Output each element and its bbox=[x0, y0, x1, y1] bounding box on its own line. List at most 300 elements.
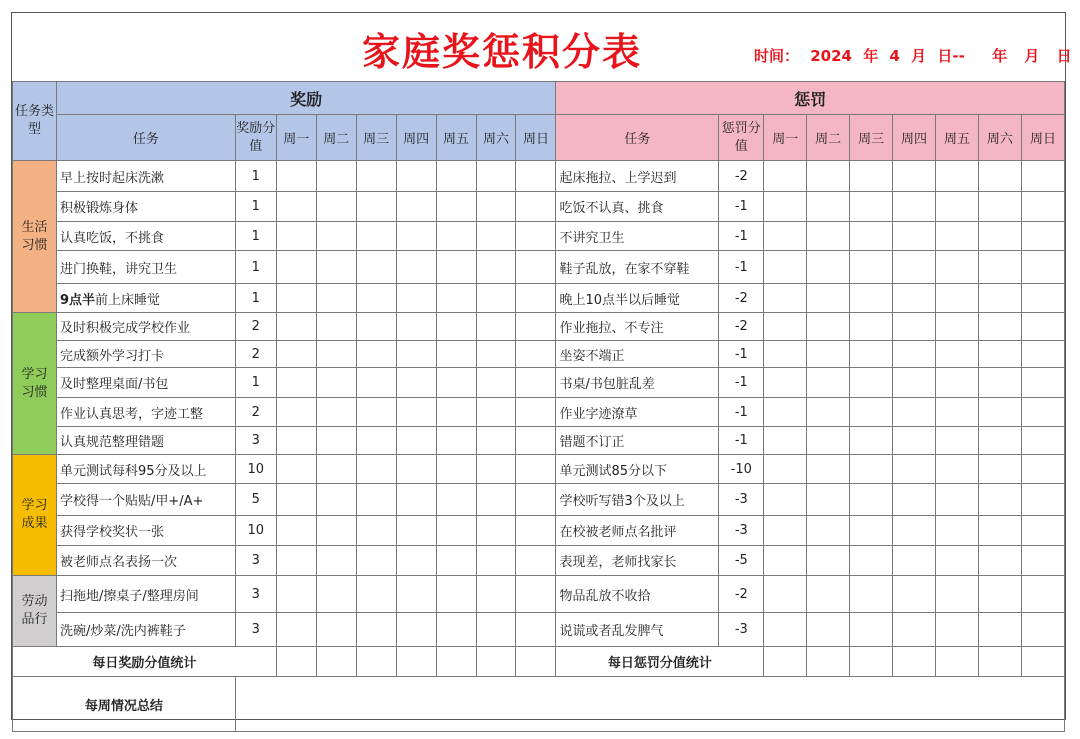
penalty-day-cell[interactable] bbox=[764, 576, 807, 613]
penalty-day-cell[interactable] bbox=[893, 368, 936, 398]
reward-day-cell[interactable] bbox=[516, 576, 556, 613]
penalty-task: 在校被老师点名批评 bbox=[556, 516, 719, 546]
daily-reward-total-cell[interactable] bbox=[476, 647, 516, 677]
reward-day-header: 周三 bbox=[356, 115, 396, 161]
penalty-day-cell[interactable] bbox=[936, 368, 979, 398]
reward-day-header: 周二 bbox=[316, 115, 356, 161]
penalty-day-cell[interactable] bbox=[764, 251, 807, 284]
penalty-day-cell[interactable] bbox=[893, 546, 936, 576]
penalty-day-cell[interactable] bbox=[893, 455, 936, 484]
penalty-day-cell[interactable] bbox=[1021, 251, 1064, 284]
penalty-day-cell[interactable] bbox=[807, 546, 850, 576]
reward-task-text: 单元测试每科95分及以上 bbox=[59, 463, 207, 479]
reward-day-cell[interactable] bbox=[516, 284, 556, 313]
table-row bbox=[13, 546, 1065, 576]
reward-day-cell[interactable] bbox=[356, 484, 396, 516]
penalty-day-cell[interactable] bbox=[764, 546, 807, 576]
daily-reward-total-cell[interactable] bbox=[516, 647, 556, 677]
table-row bbox=[13, 613, 1065, 647]
penalty-day-cell[interactable] bbox=[978, 484, 1021, 516]
reward-task bbox=[56, 313, 235, 341]
reward-day-cell[interactable] bbox=[396, 284, 436, 313]
reward-day-cell[interactable] bbox=[356, 251, 396, 284]
reward-day-header: 周六 bbox=[476, 115, 516, 161]
reward-day-cell[interactable] bbox=[356, 284, 396, 313]
penalty-day-cell[interactable] bbox=[764, 516, 807, 546]
penalty-day-cell[interactable] bbox=[1021, 546, 1064, 576]
penalty-day-cell[interactable] bbox=[936, 341, 979, 368]
reward-day-cell[interactable] bbox=[396, 341, 436, 368]
reward-day-cell[interactable] bbox=[516, 161, 556, 192]
reward-day-cell[interactable] bbox=[436, 161, 476, 192]
penalty-day-cell[interactable] bbox=[893, 192, 936, 222]
reward-task-text: 扫拖地/擦桌子/整理房间 bbox=[59, 588, 199, 604]
penalty-day-cell[interactable] bbox=[850, 161, 893, 192]
reward-day-cell[interactable] bbox=[476, 161, 516, 192]
penalty-day-cell[interactable] bbox=[936, 455, 979, 484]
reward-day-cell[interactable] bbox=[356, 161, 396, 192]
reward-day-cell[interactable] bbox=[356, 341, 396, 368]
penalty-day-cell[interactable] bbox=[936, 192, 979, 222]
reward-day-cell[interactable] bbox=[356, 576, 396, 613]
reward-day-cell[interactable] bbox=[396, 484, 436, 516]
reward-day-cell[interactable] bbox=[356, 368, 396, 398]
reward-day-cell[interactable] bbox=[276, 576, 316, 613]
penalty-day-cell[interactable] bbox=[978, 427, 1021, 455]
reward-day-cell[interactable] bbox=[516, 251, 556, 284]
penalty-day-cell[interactable] bbox=[764, 313, 807, 341]
penalty-day-cell[interactable] bbox=[807, 284, 850, 313]
reward-day-cell[interactable] bbox=[356, 427, 396, 455]
penalty-day-cell[interactable] bbox=[807, 484, 850, 516]
reward-day-cell[interactable] bbox=[276, 313, 316, 341]
penalty-day-cell[interactable] bbox=[893, 161, 936, 192]
reward-day-cell[interactable] bbox=[356, 613, 396, 647]
penalty-score: -10 bbox=[719, 455, 764, 484]
time-month[interactable]: 4 bbox=[889, 47, 900, 65]
penalty-day-cell[interactable] bbox=[978, 222, 1021, 251]
time-year-unit: 年 bbox=[863, 47, 879, 65]
reward-day-cell[interactable] bbox=[316, 516, 356, 546]
penalty-score: -1 bbox=[719, 192, 764, 222]
reward-day-cell[interactable] bbox=[396, 161, 436, 192]
time-range bbox=[754, 45, 1078, 66]
penalty-day-cell[interactable] bbox=[764, 398, 807, 427]
reward-day-cell[interactable] bbox=[276, 192, 316, 222]
reward-task-text: 完成额外学习打卡 bbox=[59, 348, 164, 364]
penalty-day-cell[interactable] bbox=[893, 576, 936, 613]
penalty-day-cell[interactable] bbox=[807, 222, 850, 251]
reward-day-cell[interactable] bbox=[396, 576, 436, 613]
reward-day-cell[interactable] bbox=[476, 516, 516, 546]
penalty-day-cell[interactable] bbox=[850, 368, 893, 398]
reward-task bbox=[56, 161, 235, 192]
reward-day-cell[interactable] bbox=[436, 484, 476, 516]
penalty-day-cell[interactable] bbox=[1021, 161, 1064, 192]
reward-task bbox=[56, 251, 235, 284]
penalty-task-header: 任务 bbox=[556, 115, 719, 161]
category-cell: 劳动品行 bbox=[13, 576, 57, 647]
penalty-day-cell[interactable] bbox=[1021, 368, 1064, 398]
reward-day-cell[interactable] bbox=[276, 368, 316, 398]
reward-task-text: 及时整理桌面/书包 bbox=[59, 377, 169, 392]
reward-day-cell[interactable] bbox=[396, 613, 436, 647]
reward-task-text: 早上按时起床洗漱 bbox=[59, 170, 164, 186]
penalty-day-cell[interactable] bbox=[978, 576, 1021, 613]
reward-day-cell[interactable] bbox=[436, 546, 476, 576]
reward-day-cell[interactable] bbox=[316, 251, 356, 284]
daily-penalty-total-cell[interactable] bbox=[807, 647, 850, 677]
penalty-day-cell[interactable] bbox=[978, 341, 1021, 368]
daily-reward-total-cell[interactable] bbox=[436, 647, 476, 677]
penalty-day-cell[interactable] bbox=[764, 484, 807, 516]
reward-day-cell[interactable] bbox=[476, 284, 516, 313]
reward-day-cell[interactable] bbox=[476, 251, 516, 284]
penalty-day-cell[interactable] bbox=[807, 398, 850, 427]
score-table bbox=[12, 81, 1065, 732]
reward-day-cell[interactable] bbox=[316, 341, 356, 368]
penalty-day-header: 周四 bbox=[893, 115, 936, 161]
reward-day-cell[interactable] bbox=[276, 222, 316, 251]
weekly-summary-field[interactable] bbox=[235, 677, 1064, 732]
reward-day-cell[interactable] bbox=[436, 222, 476, 251]
penalty-day-cell[interactable] bbox=[850, 341, 893, 368]
reward-day-cell[interactable] bbox=[396, 546, 436, 576]
reward-day-cell[interactable] bbox=[316, 161, 356, 192]
penalty-task: 单元测试85分以下 bbox=[556, 455, 719, 484]
reward-day-cell[interactable] bbox=[396, 427, 436, 455]
reward-day-cell[interactable] bbox=[276, 516, 316, 546]
penalty-day-cell[interactable] bbox=[764, 222, 807, 251]
reward-task-header: 任务 bbox=[56, 115, 235, 161]
table-row bbox=[13, 313, 1065, 341]
reward-task bbox=[56, 341, 235, 368]
penalty-day-cell[interactable] bbox=[850, 222, 893, 251]
reward-day-cell[interactable] bbox=[436, 427, 476, 455]
penalty-day-cell[interactable] bbox=[893, 284, 936, 313]
penalty-day-cell[interactable] bbox=[764, 192, 807, 222]
reward-task bbox=[56, 192, 235, 222]
reward-day-cell[interactable] bbox=[396, 222, 436, 251]
penalty-day-cell[interactable] bbox=[1021, 613, 1064, 647]
reward-day-cell[interactable] bbox=[276, 341, 316, 368]
penalty-day-cell[interactable] bbox=[807, 161, 850, 192]
reward-day-cell[interactable] bbox=[396, 516, 436, 546]
penalty-day-cell[interactable] bbox=[936, 251, 979, 284]
penalty-day-cell[interactable] bbox=[978, 546, 1021, 576]
reward-day-cell[interactable] bbox=[516, 398, 556, 427]
daily-penalty-total-cell[interactable] bbox=[1021, 647, 1064, 677]
penalty-day-cell[interactable] bbox=[850, 284, 893, 313]
penalty-day-cell[interactable] bbox=[978, 192, 1021, 222]
reward-day-cell[interactable] bbox=[316, 284, 356, 313]
reward-score: 1 bbox=[235, 251, 276, 284]
table-row bbox=[13, 192, 1065, 222]
penalty-day-header: 周日 bbox=[1021, 115, 1064, 161]
reward-day-cell[interactable] bbox=[316, 398, 356, 427]
penalty-day-cell[interactable] bbox=[936, 613, 979, 647]
penalty-day-cell[interactable] bbox=[807, 341, 850, 368]
reward-day-cell[interactable] bbox=[316, 368, 356, 398]
reward-day-cell[interactable] bbox=[476, 484, 516, 516]
penalty-day-cell[interactable] bbox=[978, 251, 1021, 284]
penalty-day-cell[interactable] bbox=[807, 192, 850, 222]
penalty-day-cell[interactable] bbox=[850, 192, 893, 222]
penalty-task: 物品乱放不收拾 bbox=[556, 576, 719, 613]
reward-day-cell[interactable] bbox=[476, 313, 516, 341]
reward-day-cell[interactable] bbox=[316, 313, 356, 341]
reward-day-cell[interactable] bbox=[476, 576, 516, 613]
penalty-day-cell[interactable] bbox=[978, 313, 1021, 341]
penalty-task: 说谎或者乱发脾气 bbox=[556, 613, 719, 647]
reward-day-cell[interactable] bbox=[476, 368, 516, 398]
penalty-day-cell[interactable] bbox=[936, 222, 979, 251]
penalty-day-cell[interactable] bbox=[1021, 455, 1064, 484]
penalty-day-cell[interactable] bbox=[764, 427, 807, 455]
penalty-day-header: 周二 bbox=[807, 115, 850, 161]
reward-day-cell[interactable] bbox=[356, 546, 396, 576]
penalty-day-cell[interactable] bbox=[807, 576, 850, 613]
reward-day-cell[interactable] bbox=[356, 192, 396, 222]
daily-penalty-total-cell[interactable] bbox=[936, 647, 979, 677]
daily-reward-total-cell[interactable] bbox=[356, 647, 396, 677]
reward-day-cell[interactable] bbox=[516, 368, 556, 398]
penalty-day-cell[interactable] bbox=[1021, 576, 1064, 613]
reward-day-cell[interactable] bbox=[356, 398, 396, 427]
penalty-task: 鞋子乱放，在家不穿鞋 bbox=[556, 251, 719, 284]
reward-task bbox=[56, 284, 235, 313]
penalty-day-cell[interactable] bbox=[850, 455, 893, 484]
penalty-day-cell[interactable] bbox=[850, 313, 893, 341]
reward-day-cell[interactable] bbox=[436, 192, 476, 222]
reward-day-header: 周日 bbox=[516, 115, 556, 161]
reward-day-cell[interactable] bbox=[356, 222, 396, 251]
reward-day-cell[interactable] bbox=[516, 546, 556, 576]
reward-day-cell[interactable] bbox=[476, 546, 516, 576]
reward-day-cell[interactable] bbox=[276, 546, 316, 576]
penalty-day-cell[interactable] bbox=[936, 484, 979, 516]
reward-day-cell[interactable] bbox=[316, 455, 356, 484]
penalty-day-cell[interactable] bbox=[1021, 427, 1064, 455]
reward-day-cell[interactable] bbox=[476, 427, 516, 455]
reward-day-cell[interactable] bbox=[436, 576, 476, 613]
reward-day-cell[interactable] bbox=[436, 613, 476, 647]
penalty-day-cell[interactable] bbox=[764, 161, 807, 192]
reward-day-cell[interactable] bbox=[436, 251, 476, 284]
penalty-day-cell[interactable] bbox=[1021, 398, 1064, 427]
penalty-day-cell[interactable] bbox=[936, 161, 979, 192]
reward-day-cell[interactable] bbox=[276, 251, 316, 284]
reward-day-cell[interactable] bbox=[516, 516, 556, 546]
reward-day-cell[interactable] bbox=[276, 284, 316, 313]
reward-day-cell[interactable] bbox=[396, 251, 436, 284]
reward-day-cell[interactable] bbox=[516, 613, 556, 647]
penalty-day-cell[interactable] bbox=[807, 613, 850, 647]
penalty-day-cell[interactable] bbox=[936, 398, 979, 427]
daily-penalty-total-cell[interactable] bbox=[764, 647, 807, 677]
penalty-day-cell[interactable] bbox=[850, 546, 893, 576]
penalty-day-cell[interactable] bbox=[1021, 192, 1064, 222]
task-type-header: 任务类型 bbox=[13, 82, 57, 161]
penalty-day-cell[interactable] bbox=[807, 251, 850, 284]
reward-day-cell[interactable] bbox=[476, 398, 516, 427]
reward-header: 奖励 bbox=[56, 82, 556, 115]
reward-day-cell[interactable] bbox=[276, 613, 316, 647]
penalty-day-cell[interactable] bbox=[978, 398, 1021, 427]
penalty-day-cell[interactable] bbox=[807, 427, 850, 455]
penalty-day-cell[interactable] bbox=[978, 161, 1021, 192]
reward-task bbox=[56, 368, 235, 398]
penalty-day-cell[interactable] bbox=[807, 455, 850, 484]
reward-day-cell[interactable] bbox=[436, 284, 476, 313]
penalty-day-cell[interactable] bbox=[978, 516, 1021, 546]
reward-day-cell[interactable] bbox=[396, 398, 436, 427]
penalty-day-cell[interactable] bbox=[850, 516, 893, 546]
penalty-day-cell[interactable] bbox=[978, 455, 1021, 484]
reward-day-cell[interactable] bbox=[276, 455, 316, 484]
reward-day-cell[interactable] bbox=[436, 516, 476, 546]
penalty-day-cell[interactable] bbox=[936, 546, 979, 576]
reward-day-cell[interactable] bbox=[316, 576, 356, 613]
reward-day-cell[interactable] bbox=[476, 455, 516, 484]
reward-task bbox=[56, 455, 235, 484]
reward-day-cell[interactable] bbox=[516, 192, 556, 222]
reward-day-cell[interactable] bbox=[356, 516, 396, 546]
daily-reward-total-cell[interactable] bbox=[396, 647, 436, 677]
reward-task-text: 及时积极完成学校作业 bbox=[59, 321, 190, 336]
penalty-day-cell[interactable] bbox=[893, 427, 936, 455]
penalty-day-cell[interactable] bbox=[893, 516, 936, 546]
daily-penalty-total-cell[interactable] bbox=[978, 647, 1021, 677]
penalty-day-cell[interactable] bbox=[764, 284, 807, 313]
reward-day-cell[interactable] bbox=[476, 192, 516, 222]
penalty-day-cell[interactable] bbox=[936, 284, 979, 313]
penalty-day-cell[interactable] bbox=[893, 251, 936, 284]
reward-day-cell[interactable] bbox=[316, 613, 356, 647]
penalty-day-cell[interactable] bbox=[764, 368, 807, 398]
penalty-task: 坐姿不端正 bbox=[556, 341, 719, 368]
reward-day-cell[interactable] bbox=[436, 398, 476, 427]
reward-day-cell[interactable] bbox=[316, 192, 356, 222]
reward-day-cell[interactable] bbox=[516, 455, 556, 484]
penalty-day-cell[interactable] bbox=[1021, 222, 1064, 251]
penalty-day-cell[interactable] bbox=[1021, 284, 1064, 313]
penalty-day-cell[interactable] bbox=[978, 613, 1021, 647]
penalty-day-cell[interactable] bbox=[764, 341, 807, 368]
reward-day-cell[interactable] bbox=[476, 222, 516, 251]
penalty-day-cell[interactable] bbox=[807, 368, 850, 398]
reward-day-cell[interactable] bbox=[316, 484, 356, 516]
penalty-header: 惩罚 bbox=[556, 82, 1065, 115]
reward-day-cell[interactable] bbox=[316, 222, 356, 251]
reward-day-cell[interactable] bbox=[516, 427, 556, 455]
penalty-day-cell[interactable] bbox=[936, 427, 979, 455]
daily-reward-total-cell[interactable] bbox=[316, 647, 356, 677]
reward-day-cell[interactable] bbox=[276, 484, 316, 516]
penalty-day-cell[interactable] bbox=[1021, 516, 1064, 546]
penalty-day-cell[interactable] bbox=[807, 313, 850, 341]
reward-day-cell[interactable] bbox=[476, 341, 516, 368]
penalty-day-cell[interactable] bbox=[850, 613, 893, 647]
reward-task bbox=[56, 427, 235, 455]
reward-day-cell[interactable] bbox=[276, 161, 316, 192]
penalty-day-cell[interactable] bbox=[850, 251, 893, 284]
penalty-day-cell[interactable] bbox=[893, 313, 936, 341]
reward-day-cell[interactable] bbox=[436, 313, 476, 341]
penalty-day-cell[interactable] bbox=[850, 576, 893, 613]
penalty-day-cell[interactable] bbox=[893, 613, 936, 647]
table-row bbox=[13, 284, 1065, 313]
table-row bbox=[13, 161, 1065, 192]
reward-day-cell[interactable] bbox=[516, 341, 556, 368]
reward-day-cell[interactable] bbox=[316, 546, 356, 576]
penalty-day-cell[interactable] bbox=[764, 455, 807, 484]
reward-day-cell[interactable] bbox=[396, 192, 436, 222]
category-cell: 生活习惯 bbox=[13, 161, 57, 313]
daily-reward-total-cell[interactable] bbox=[276, 647, 316, 677]
reward-day-cell[interactable] bbox=[516, 313, 556, 341]
reward-day-cell[interactable] bbox=[356, 455, 396, 484]
daily-penalty-total-cell[interactable] bbox=[850, 647, 893, 677]
penalty-day-cell[interactable] bbox=[893, 484, 936, 516]
penalty-day-cell[interactable] bbox=[850, 398, 893, 427]
reward-task-text: 作业认真思考，字迹工整 bbox=[59, 406, 203, 422]
reward-task-text: 学校得一个贴贴/甲+/A+ bbox=[59, 494, 204, 509]
reward-day-cell[interactable] bbox=[476, 613, 516, 647]
penalty-day-cell[interactable] bbox=[893, 341, 936, 368]
penalty-day-cell[interactable] bbox=[978, 284, 1021, 313]
penalty-day-cell[interactable] bbox=[893, 398, 936, 427]
reward-day-cell[interactable] bbox=[436, 341, 476, 368]
reward-day-cell[interactable] bbox=[316, 427, 356, 455]
penalty-day-cell[interactable] bbox=[936, 516, 979, 546]
time-year[interactable]: 2024 bbox=[810, 47, 852, 65]
penalty-score: -5 bbox=[719, 546, 764, 576]
penalty-day-cell[interactable] bbox=[807, 516, 850, 546]
penalty-day-cell[interactable] bbox=[978, 368, 1021, 398]
daily-penalty-total-cell[interactable] bbox=[893, 647, 936, 677]
reward-task-text: 积极锻炼身体 bbox=[59, 201, 138, 216]
time-day-unit-2: 日 bbox=[1056, 47, 1072, 65]
penalty-score: -1 bbox=[719, 251, 764, 284]
reward-day-cell[interactable] bbox=[276, 427, 316, 455]
penalty-day-cell[interactable] bbox=[936, 313, 979, 341]
table-row bbox=[13, 368, 1065, 398]
reward-day-cell[interactable] bbox=[436, 368, 476, 398]
reward-day-cell[interactable] bbox=[516, 222, 556, 251]
reward-day-cell[interactable] bbox=[356, 313, 396, 341]
penalty-day-cell[interactable] bbox=[764, 613, 807, 647]
penalty-day-cell[interactable] bbox=[850, 427, 893, 455]
reward-task-text: 认真吃饭，不挑食 bbox=[59, 230, 164, 246]
reward-score: 1 bbox=[235, 192, 276, 222]
penalty-day-cell[interactable] bbox=[893, 222, 936, 251]
reward-score: 1 bbox=[235, 222, 276, 251]
reward-day-cell[interactable] bbox=[396, 313, 436, 341]
reward-day-cell[interactable] bbox=[436, 455, 476, 484]
penalty-day-cell[interactable] bbox=[850, 484, 893, 516]
reward-day-cell[interactable] bbox=[396, 368, 436, 398]
penalty-score-header: 惩罚分值 bbox=[719, 115, 764, 161]
penalty-day-cell[interactable] bbox=[1021, 313, 1064, 341]
reward-day-cell[interactable] bbox=[396, 455, 436, 484]
reward-day-cell[interactable] bbox=[516, 484, 556, 516]
penalty-day-cell[interactable] bbox=[1021, 484, 1064, 516]
penalty-score: -2 bbox=[719, 284, 764, 313]
penalty-day-cell[interactable] bbox=[1021, 341, 1064, 368]
penalty-day-cell[interactable] bbox=[936, 576, 979, 613]
reward-day-cell[interactable] bbox=[276, 398, 316, 427]
